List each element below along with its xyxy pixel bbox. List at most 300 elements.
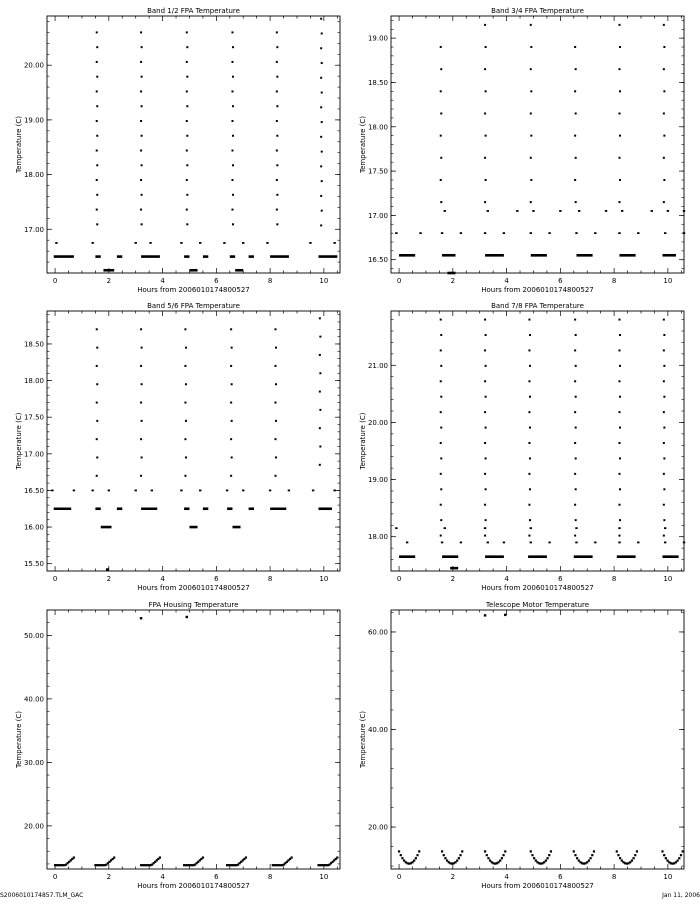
spike-point <box>529 427 531 429</box>
data-series <box>395 24 685 273</box>
spike-point <box>619 46 621 48</box>
cycle-point <box>682 850 684 852</box>
spike-point <box>319 464 321 466</box>
spike-point <box>319 409 321 411</box>
x-tick-label: 4 <box>160 575 165 583</box>
side-point <box>548 232 550 234</box>
cycle-point <box>159 856 161 858</box>
spike-point <box>530 179 532 181</box>
spike-point <box>184 328 186 330</box>
side-point <box>664 542 666 544</box>
cycle-point <box>202 856 204 858</box>
spike-point <box>619 365 621 367</box>
spike-point <box>575 201 577 203</box>
plot-frame <box>391 311 684 571</box>
spike-point <box>140 120 142 122</box>
data-series <box>54 18 338 271</box>
spike-point <box>275 456 277 458</box>
spike-point <box>184 365 186 367</box>
spike-point <box>96 420 98 422</box>
cycle-point <box>632 857 634 859</box>
x-axis-label: Hours from 2006010174800527 <box>481 286 594 294</box>
chart-title: Band 1/2 FPA Temperature <box>147 7 240 15</box>
cycle-point <box>680 854 682 856</box>
spike-point <box>484 68 486 70</box>
spike-point <box>230 328 232 330</box>
spike-point <box>96 46 98 48</box>
spike-point <box>574 349 576 351</box>
side-point <box>637 232 639 234</box>
cycle-point <box>459 854 461 856</box>
cycle-point <box>634 854 636 856</box>
cycle-point <box>416 854 418 856</box>
cycle-point <box>531 854 533 856</box>
y-tick-label: 20.00 <box>367 418 388 427</box>
spike-point <box>618 201 620 203</box>
spike-point <box>96 135 98 137</box>
spike-point <box>231 456 233 458</box>
spike-point <box>575 396 577 398</box>
spike-point <box>440 442 442 444</box>
upper-point <box>578 210 580 212</box>
spike-point <box>186 76 188 78</box>
plot-frame <box>47 16 340 273</box>
cycle-point <box>665 857 667 859</box>
spike-point <box>319 372 321 374</box>
spike-point <box>141 223 143 225</box>
spike-point <box>574 319 576 321</box>
spike-point <box>275 420 277 422</box>
cycle-point <box>441 850 443 852</box>
spike-point <box>96 475 98 477</box>
spike-point <box>96 223 98 225</box>
cycle-point <box>484 850 486 852</box>
y-tick-label: 40.00 <box>23 695 44 704</box>
spike-point <box>484 535 486 537</box>
y-tick-label: 18.00 <box>367 123 388 132</box>
spike-point <box>321 121 323 123</box>
y-tick-label: 60.00 <box>367 628 388 637</box>
y-tick-label: 21.00 <box>367 361 388 370</box>
spike-point <box>319 391 321 393</box>
spike-point <box>231 420 233 422</box>
spike-point <box>440 519 442 521</box>
side-point <box>288 490 290 492</box>
spike-point <box>96 365 98 367</box>
side-point <box>242 490 244 492</box>
side-point <box>333 490 335 492</box>
spike-point <box>440 488 442 490</box>
side-point <box>530 542 532 544</box>
y-tick-label: 17.50 <box>23 413 44 422</box>
spike-point <box>618 473 620 475</box>
spike-point <box>485 90 487 92</box>
spike-point <box>663 457 665 459</box>
x-tick-label: 2 <box>106 277 112 285</box>
data-series <box>51 317 336 570</box>
spike-point <box>663 519 665 521</box>
side-point <box>199 490 201 492</box>
spike-point <box>232 105 234 107</box>
x-tick-label: 4 <box>504 575 509 583</box>
upper-point <box>516 210 518 212</box>
footer-date: Jan 11, 2006 <box>662 892 700 899</box>
x-tick-label: 2 <box>450 575 456 583</box>
spike-point <box>618 411 620 413</box>
spike-point <box>276 31 278 33</box>
cycle-point <box>73 856 75 858</box>
spike-point <box>618 157 620 159</box>
spike-point <box>320 106 322 108</box>
data-series <box>395 319 685 569</box>
side-point <box>223 242 225 244</box>
spike-point <box>319 317 321 319</box>
spike-point <box>530 157 532 159</box>
spike-point <box>319 445 321 447</box>
side-point <box>312 490 314 492</box>
spike-point <box>618 535 620 537</box>
spike-point <box>575 68 577 70</box>
spike-point <box>618 24 620 26</box>
y-tick-label: 18.50 <box>23 340 44 349</box>
spike-point <box>528 319 530 321</box>
spike-point <box>320 165 322 167</box>
spike-point <box>141 347 143 349</box>
spike-point <box>96 328 98 330</box>
spike-point <box>574 179 576 181</box>
spike-point <box>663 365 665 367</box>
side-point <box>575 542 577 544</box>
y-tick-label: 15.50 <box>23 560 44 569</box>
spike-point <box>184 475 186 477</box>
spike-point <box>276 135 278 137</box>
spike-point <box>186 46 188 48</box>
footer-filename: S2006010174857.TLM_GAC <box>0 892 84 899</box>
spike-point <box>321 210 323 212</box>
x-tick-label: 8 <box>267 277 273 285</box>
chart-title: FPA Housing Temperature <box>148 601 239 609</box>
side-point <box>618 542 620 544</box>
spike-point <box>275 383 277 385</box>
y-axis-label: Temperature (C) <box>359 116 367 173</box>
spike-point <box>440 319 442 321</box>
side-point <box>664 232 666 234</box>
side-point <box>460 232 462 234</box>
spike-point <box>528 473 530 475</box>
spike-point <box>663 24 665 26</box>
y-tick-label: 17.50 <box>367 167 388 176</box>
y-tick-label: 17.00 <box>23 225 44 234</box>
spike-point <box>663 349 665 351</box>
spike-point <box>231 179 233 181</box>
cycle-point <box>530 850 532 852</box>
x-tick-label: 10 <box>319 873 329 881</box>
y-tick-label: 17.00 <box>23 450 44 459</box>
cycle-point <box>456 859 458 861</box>
spike-point <box>440 334 442 336</box>
spike-point <box>663 157 665 159</box>
cycle-point <box>589 857 591 859</box>
spike-point <box>530 201 532 203</box>
side-point <box>199 242 201 244</box>
upper-point <box>605 210 607 212</box>
spike-point <box>140 31 142 33</box>
spike-point <box>276 90 278 92</box>
spike-point <box>274 365 276 367</box>
side-point <box>419 232 421 234</box>
spike-point <box>96 31 98 33</box>
cycle-point <box>400 854 402 856</box>
cycle-point <box>619 857 621 859</box>
spike-point <box>231 209 233 211</box>
side-point <box>333 242 335 244</box>
spike-point <box>185 456 187 458</box>
spike-point <box>186 209 188 211</box>
cycle-point <box>413 859 415 861</box>
upper-point <box>532 210 534 212</box>
chart-title: Telescope Motor Temperature <box>485 601 590 609</box>
spike-point <box>530 112 532 114</box>
spike-point <box>529 396 531 398</box>
spike-point <box>528 442 530 444</box>
spike-point <box>530 24 532 26</box>
spike-point <box>320 18 322 20</box>
cycle-point <box>545 859 547 861</box>
spike-point <box>276 223 278 225</box>
spike-point <box>619 90 621 92</box>
upper-point <box>651 210 653 212</box>
cycle-point <box>631 859 633 861</box>
spike-point <box>574 135 576 137</box>
spike-point <box>276 61 278 63</box>
spike-point <box>440 457 442 459</box>
spike-point <box>96 90 98 92</box>
spike-point <box>186 120 188 122</box>
spike-point <box>96 150 98 152</box>
y-tick-label: 40.00 <box>367 726 388 735</box>
spike-point <box>230 365 232 367</box>
spike-point <box>186 164 188 166</box>
spike-point <box>485 179 487 181</box>
spike-point <box>96 120 98 122</box>
upper-point <box>683 210 685 212</box>
spike-point <box>96 179 98 181</box>
cycle-point <box>415 857 417 859</box>
spike-point <box>186 105 188 107</box>
spike-point <box>140 61 142 63</box>
spike-point <box>484 442 486 444</box>
spike-point <box>276 209 278 211</box>
x-tick-label: 8 <box>611 575 617 583</box>
spike-point <box>232 194 234 196</box>
spike-point <box>141 383 143 385</box>
spike-point <box>186 135 188 137</box>
spike-point <box>484 319 486 321</box>
cycle-point <box>336 856 338 858</box>
spike-point <box>276 164 278 166</box>
y-axis-label: Temperature (C) <box>15 711 23 768</box>
cycle-point <box>487 857 489 859</box>
spike-point <box>618 442 620 444</box>
upper-point <box>559 210 561 212</box>
cycle-point <box>548 854 550 856</box>
side-point <box>226 490 228 492</box>
spike-point <box>320 195 322 197</box>
y-tick-label: 20.00 <box>367 823 388 832</box>
spike-point <box>276 150 278 152</box>
spike-point <box>440 473 442 475</box>
spike-point <box>184 438 186 440</box>
side-point <box>683 232 685 234</box>
upper-point <box>621 210 623 212</box>
spike-point <box>96 194 98 196</box>
side-point <box>266 242 268 244</box>
spike-point <box>663 179 665 181</box>
y-tick-label: 19.00 <box>367 34 388 43</box>
spike-point <box>232 76 234 78</box>
cycle-point <box>418 850 420 852</box>
spike-point <box>276 105 278 107</box>
spike-point <box>528 411 530 413</box>
spike-point <box>663 46 665 48</box>
spike-point <box>276 76 278 78</box>
side-point <box>530 232 532 234</box>
spike-point <box>186 90 188 92</box>
spike-point <box>574 90 576 92</box>
spike-point <box>440 349 442 351</box>
spike-point <box>663 535 665 537</box>
spike-point <box>231 31 233 33</box>
y-tick-label: 16.50 <box>23 486 44 495</box>
spike-point <box>440 411 442 413</box>
spike-point <box>185 347 187 349</box>
y-axis-label: Temperature (C) <box>359 412 367 470</box>
spike-point <box>485 427 487 429</box>
spike-point <box>96 347 98 349</box>
spike-point <box>321 62 323 64</box>
spike-point <box>96 76 98 78</box>
side-point <box>269 490 271 492</box>
y-tick-label: 50.00 <box>23 631 44 640</box>
spike-point <box>575 457 577 459</box>
spike-point <box>618 380 620 382</box>
x-tick-label: 0 <box>52 575 58 583</box>
spike-point <box>320 47 322 49</box>
spike-point <box>618 68 620 70</box>
spike-point <box>618 112 620 114</box>
spike-point <box>663 504 665 506</box>
spike-point <box>231 61 233 63</box>
spike-point <box>575 427 577 429</box>
spike-point <box>484 157 486 159</box>
spike-point <box>141 46 143 48</box>
spike-point <box>321 180 323 182</box>
spike-point <box>663 112 665 114</box>
cycle-point <box>499 859 501 861</box>
spike-point <box>484 201 486 203</box>
spike-point <box>186 61 188 63</box>
spike-point <box>574 473 576 475</box>
spike-point <box>574 380 576 382</box>
x-tick-label: 10 <box>319 277 329 285</box>
plot-frame <box>391 16 684 273</box>
side-point <box>618 232 620 234</box>
spike-point <box>528 504 530 506</box>
y-tick-label: 16.00 <box>23 523 44 532</box>
x-tick-label: 10 <box>663 277 673 285</box>
spike-point <box>96 456 98 458</box>
x-tick-label: 0 <box>396 873 402 881</box>
spike-point <box>186 194 188 196</box>
x-tick-label: 0 <box>396 575 402 583</box>
spike-point <box>232 223 234 225</box>
cycle-point <box>113 856 115 858</box>
x-axis-label: Hours from 2006010174800527 <box>481 584 594 592</box>
spike-point <box>96 164 98 166</box>
spike-point <box>231 347 233 349</box>
spike-point <box>276 120 278 122</box>
plot-frame <box>391 610 684 869</box>
side-point <box>135 242 137 244</box>
x-tick-label: 6 <box>558 277 563 285</box>
side-point <box>594 232 596 234</box>
spike-point <box>96 209 98 211</box>
side-point <box>441 232 443 234</box>
y-tick-label: 17.00 <box>367 211 388 220</box>
spike-point <box>140 150 142 152</box>
spike-point <box>185 420 187 422</box>
spike-point <box>529 457 531 459</box>
spike-point <box>140 402 142 404</box>
side-point <box>575 232 577 234</box>
side-point <box>683 542 685 544</box>
data-series <box>54 616 338 867</box>
spike-point <box>274 438 276 440</box>
cycle-point <box>458 857 460 859</box>
upper-point <box>395 527 397 529</box>
cycle-point <box>398 850 400 852</box>
spike-point <box>321 92 323 94</box>
cycle-point <box>401 857 403 859</box>
cycle-point <box>593 850 595 852</box>
side-point <box>441 542 443 544</box>
spike-point <box>140 438 142 440</box>
spike-point <box>186 31 188 33</box>
side-point <box>149 242 151 244</box>
side-point <box>637 542 639 544</box>
cycle-point <box>245 856 247 858</box>
x-tick-label: 8 <box>611 873 617 881</box>
x-tick-label: 8 <box>267 873 273 881</box>
x-tick-label: 0 <box>52 277 58 285</box>
spike-point <box>485 519 487 521</box>
side-point <box>180 490 182 492</box>
spike-point <box>440 365 442 367</box>
spike-point <box>619 135 621 137</box>
spike-point <box>485 334 487 336</box>
spike-point <box>96 402 98 404</box>
spike-point <box>663 319 665 321</box>
x-tick-label: 10 <box>663 873 673 881</box>
y-tick-label: 18.00 <box>23 171 44 180</box>
spike-point <box>618 349 620 351</box>
side-point <box>548 542 550 544</box>
spike-point <box>140 90 142 92</box>
spike-point <box>141 105 143 107</box>
cycle-point <box>486 854 488 856</box>
cycle-point <box>501 857 503 859</box>
spike-point <box>140 328 142 330</box>
